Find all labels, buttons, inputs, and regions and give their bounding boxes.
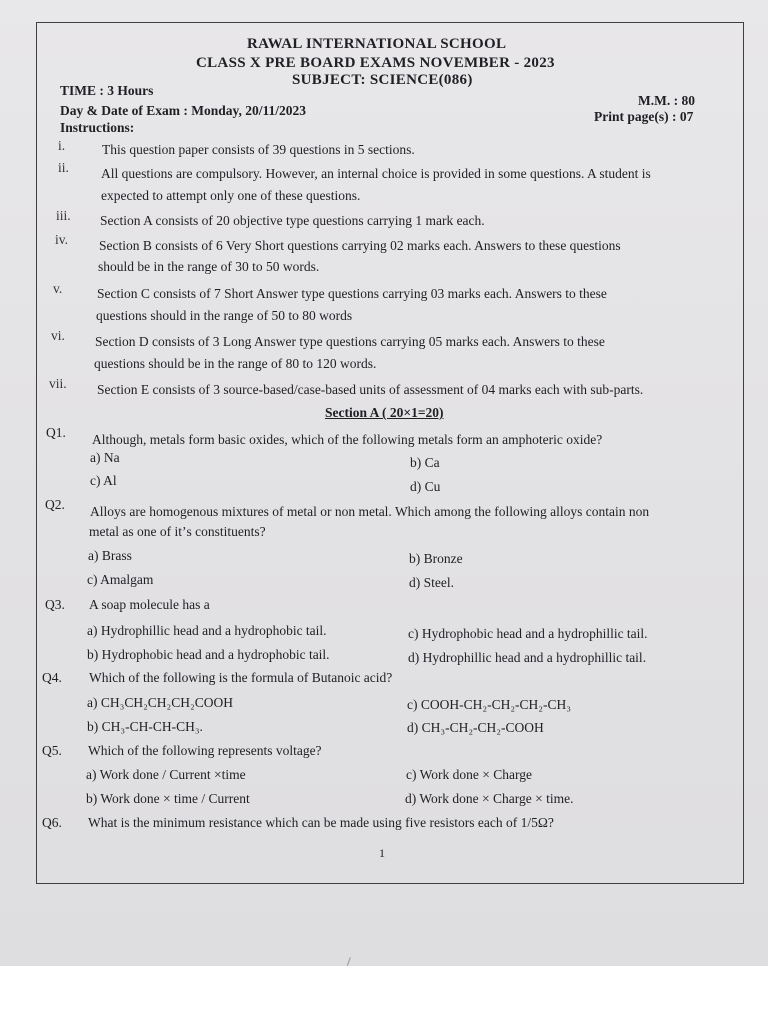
question-text: What is the minimum resistance which can be made using five resistors each of 1/5Ω? xyxy=(88,815,554,830)
max-marks: M.M. : 80 xyxy=(638,93,695,108)
option-d: d) Work done × Charge × time. xyxy=(405,791,574,806)
instruction-number: iii. xyxy=(56,208,71,223)
question-number: Q3. xyxy=(45,597,65,612)
option-d: d) CH₃-CH₂-CH₂-COOH xyxy=(407,720,544,735)
option-b: b) Ca xyxy=(410,455,440,470)
subject-title: SUBJECT: SCIENCE(086) xyxy=(292,72,473,88)
option-c: c) COOH-CH₂-CH₂-CH₂-CH₃ xyxy=(407,697,571,712)
exam-time: TIME : 3 Hours xyxy=(60,83,154,98)
option-b: b) CH₃-CH-CH-CH₃. xyxy=(87,719,203,734)
option-c: c) Amalgam xyxy=(87,572,154,587)
instructions-title: Instructions: xyxy=(60,120,135,135)
instruction-number: v. xyxy=(53,281,63,296)
question-number: Q6. xyxy=(42,815,62,830)
option-b: b) Hydrophobic head and a hydrophobic tail. xyxy=(87,647,330,662)
exam-title: CLASS X PRE BOARD EXAMS NOVEMBER - 2023 xyxy=(196,55,555,71)
option-c: c) Hydrophobic head and a hydrophillic tail. xyxy=(408,626,648,641)
instruction-text: Section B consists of 6 Very Short questions carrying 02 marks each. Answers to these questions xyxy=(99,238,621,253)
instruction-number: iv. xyxy=(55,232,68,247)
instruction-text: Section D consists of 3 Long Answer type questions carrying 05 marks each. Answers to these xyxy=(95,334,605,349)
option-d: d) Steel. xyxy=(409,575,454,590)
question-number: Q1. xyxy=(46,425,66,440)
instruction-text: questions should be in the range of 80 to 120 words. xyxy=(94,356,377,371)
question-number: Q5. xyxy=(42,743,62,758)
option-a: a) Brass xyxy=(88,548,132,563)
option-a: a) Na xyxy=(90,450,120,465)
question-text: A soap molecule has a xyxy=(89,597,210,612)
option-a: a) CH₃CH₂CH₂CH₂COOH xyxy=(87,695,233,710)
instruction-number: i. xyxy=(58,138,66,153)
question-text: Which of the following is the formula of Butanoic acid? xyxy=(89,670,393,685)
exam-date: Day & Date of Exam : Monday, 20/11/2023 xyxy=(60,103,306,118)
instruction-number: ii. xyxy=(58,160,69,175)
question-number: Q4. xyxy=(42,670,62,685)
option-d: d) Cu xyxy=(410,479,441,494)
instruction-text: All questions are compulsory. However, an internal choice is provided in some questions. A student is xyxy=(101,166,651,181)
instruction-text: should be in the range of 30 to 50 words. xyxy=(98,259,320,274)
section-a-title: Section A ( 20×1=20) xyxy=(325,405,444,420)
option-b: b) Bronze xyxy=(409,551,463,566)
instruction-number: vi. xyxy=(51,328,65,343)
instruction-text: Section E consists of 3 source-based/case-based units of assessment of 04 marks each with sub-parts. xyxy=(97,382,644,397)
instruction-number: vii. xyxy=(49,376,67,391)
option-a: a) Hydrophillic head and a hydrophobic tail. xyxy=(87,623,327,638)
school-name: RAWAL INTERNATIONAL SCHOOL xyxy=(247,36,507,52)
option-b: b) Work done × time / Current xyxy=(86,791,250,806)
instruction-text: expected to attempt only one of these questions. xyxy=(101,188,361,203)
instruction-text: Section C consists of 7 Short Answer type questions carrying 03 marks each. Answers to these xyxy=(97,286,607,301)
question-text: Although, metals form basic oxides, which of the following metals form an amphoteric oxide? xyxy=(92,432,603,447)
page-number: 1 xyxy=(379,846,385,860)
print-pages: Print page(s) : 07 xyxy=(594,109,694,124)
option-c: c) Work done × Charge xyxy=(406,767,532,782)
question-number: Q2. xyxy=(45,497,65,512)
instruction-text: This question paper consists of 39 questions in 5 sections. xyxy=(102,142,415,157)
instruction-text: Section A consists of 20 objective type questions carrying 1 mark each. xyxy=(100,213,485,228)
option-d: d) Hydrophillic head and a hydrophillic tail. xyxy=(408,650,647,665)
question-text: metal as one of itʼs constituents? xyxy=(89,524,266,539)
instruction-text: questions should in the range of 50 to 80 words xyxy=(96,308,353,323)
option-c: c) Al xyxy=(90,473,117,488)
option-a: a) Work done / Current ×time xyxy=(86,767,246,782)
question-text: Alloys are homogenous mixtures of metal or non metal. Which among the following alloys contain non xyxy=(90,504,650,519)
question-text: Which of the following represents voltage? xyxy=(88,743,322,758)
pencil-mark xyxy=(347,957,357,966)
